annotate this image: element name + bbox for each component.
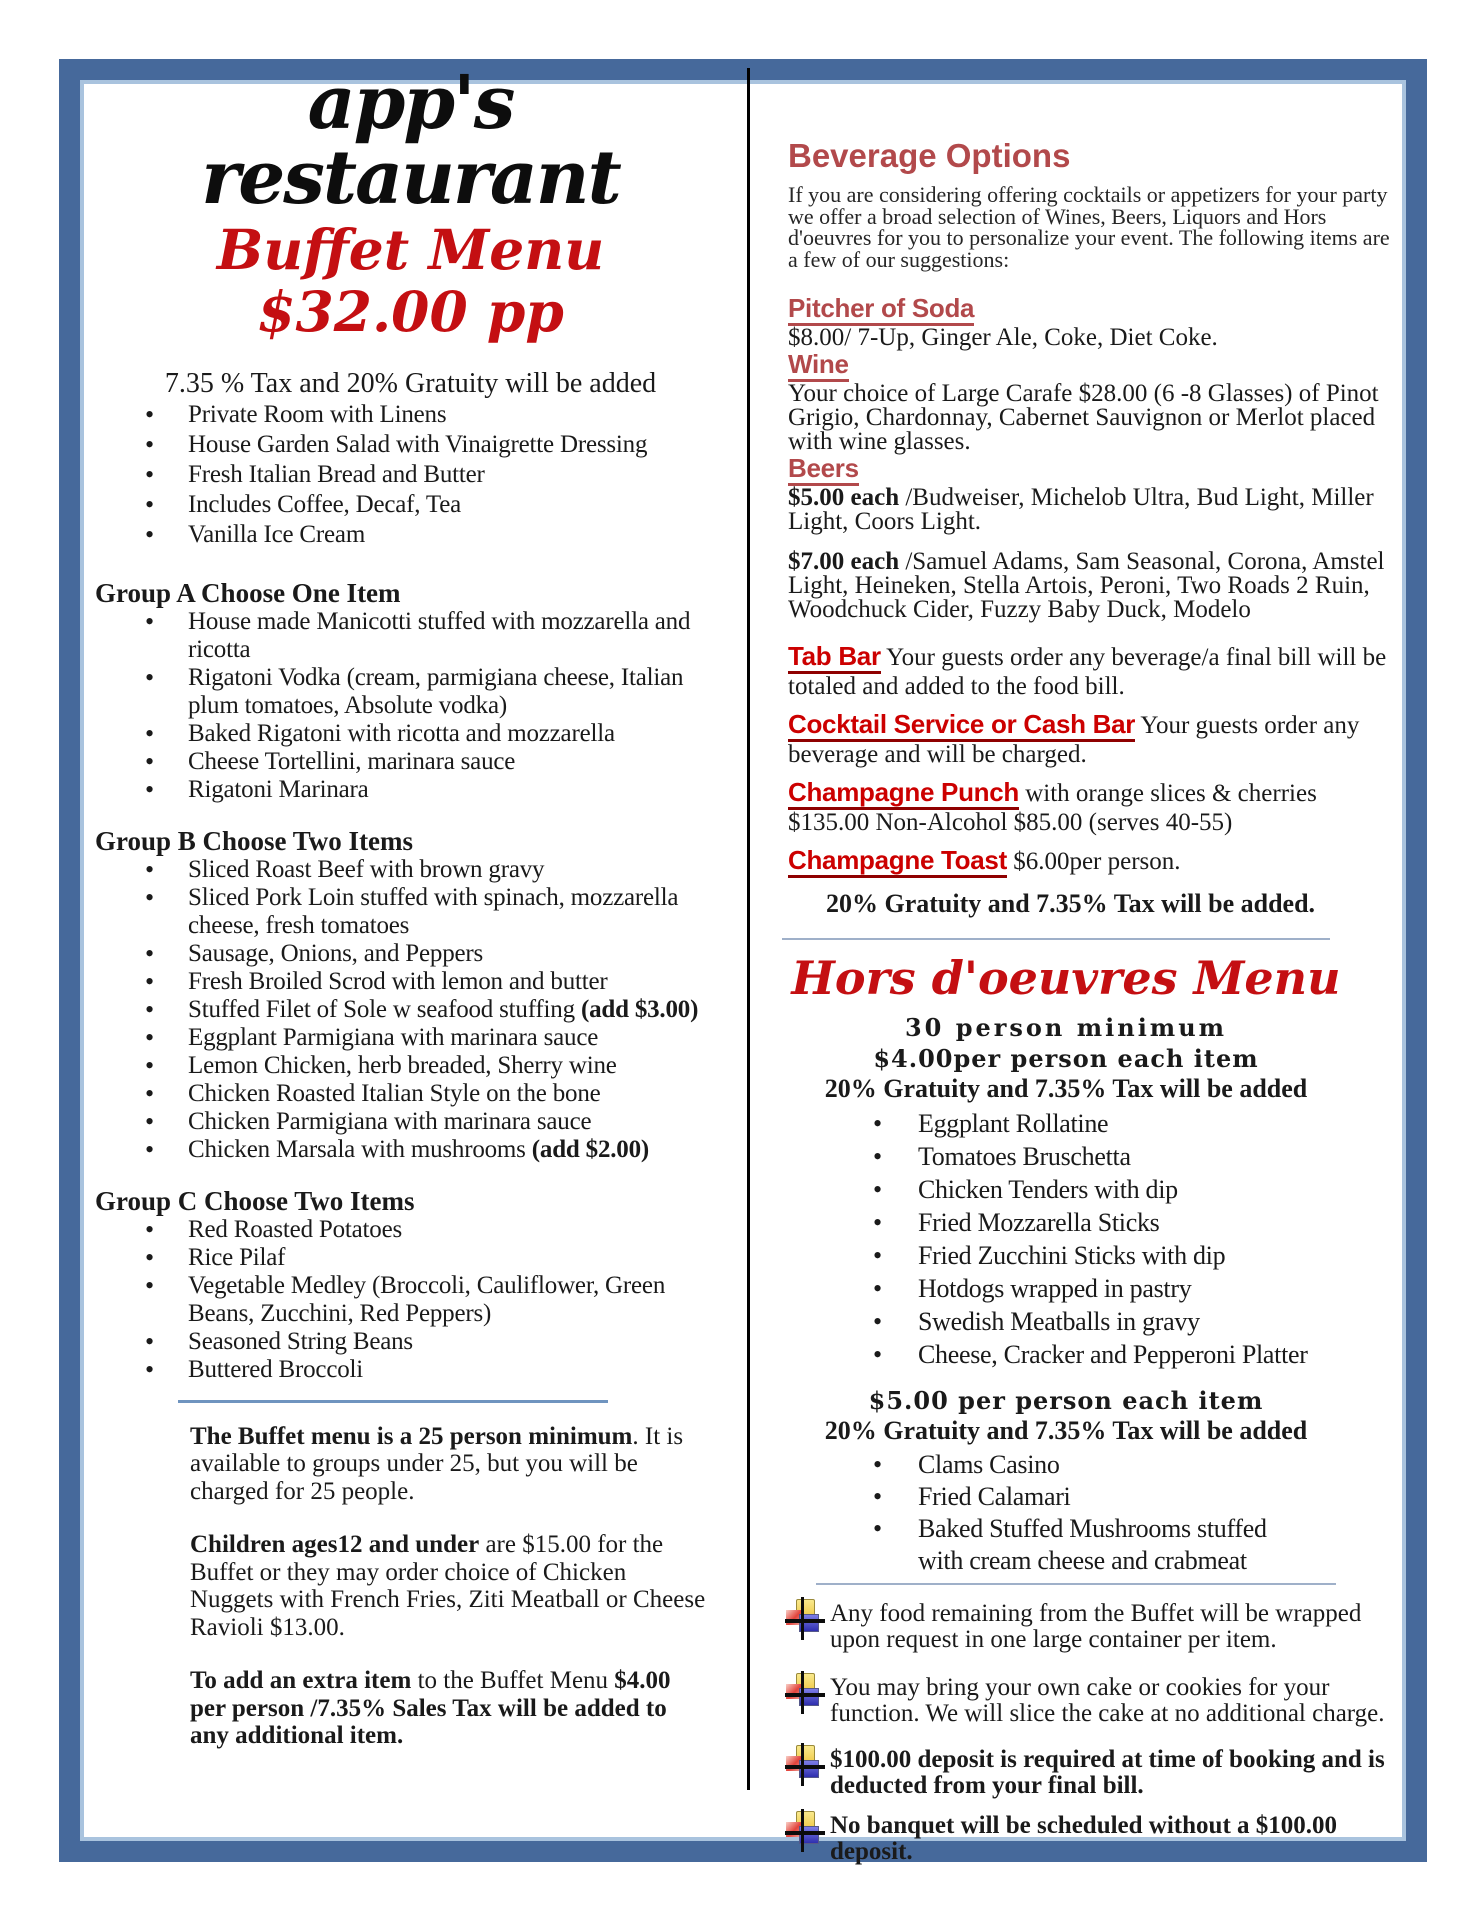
- list-item: [788, 1173, 1344, 1206]
- list-item: [788, 1239, 1344, 1272]
- list-item: [95, 856, 726, 884]
- chart-clipart-bullet-icon: [786, 1743, 824, 1787]
- item-text: Vegetable Medley (Broccoli, Cauliflower, Green Beans, Zucchini, Red Peppers): [188, 1271, 666, 1327]
- group-c-list: [95, 1216, 726, 1384]
- hors-tier2-price: $5.00 per person each item: [868, 1385, 1264, 1415]
- note-text: Any food remaining from the Buffet will be wrapped upon request in one large container per item.: [830, 1599, 1362, 1653]
- item-text: Rigatoni Vodka (cream, parmigiana cheese, Italian plum tomatoes, Absolute vodka): [188, 663, 684, 719]
- note-text: are $15.00 for the Buffet or they may order choice of Chicken Nuggets with French Fries, Ziti Meatball or Cheese Ravioli $13.00.: [190, 1531, 706, 1641]
- note-text: $100.00 deposit is required at time of booking and is deducted from your final bill.: [830, 1745, 1385, 1799]
- item-text: Lemon Chicken, herb breaded, Sherry wine: [188, 1051, 617, 1079]
- item-text: Fried Calamari: [918, 1481, 1071, 1511]
- item-text: Clams Casino: [918, 1449, 1060, 1479]
- list-item: [95, 460, 726, 490]
- item-text: Hotdogs wrapped in pastry: [918, 1273, 1192, 1303]
- item-text: Red Roasted Potatoes: [188, 1215, 403, 1243]
- item-text: Cheese Tortellini, marinara sauce: [188, 747, 516, 775]
- item-text: Private Room with Linens: [188, 400, 447, 428]
- pitcher-of-soda-section: [788, 294, 1395, 350]
- buffet-menu-column: [95, 60, 726, 1750]
- icon-shape: [785, 1765, 825, 1769]
- beverage-gratuity-note: 20% Gratuity and 7.35% Tax will be added.: [826, 889, 1316, 918]
- wine-section: [788, 350, 1395, 454]
- icon-shape: [785, 1831, 825, 1835]
- beers-price-tier-2: [788, 550, 1395, 622]
- note-text: to the Buffet Menu: [411, 1667, 615, 1695]
- list-item: [95, 940, 726, 968]
- note-bold-text: $4.00 per person /7.35% Sales Tax will be added to any additional item.: [190, 1667, 671, 1750]
- item-text: Chicken Marsala with mushrooms: [188, 1135, 532, 1163]
- item-text: House made Manicotti stuffed with mozzarella and ricotta: [188, 607, 691, 663]
- icon-shape: [785, 1619, 825, 1623]
- list-item: [95, 1024, 726, 1052]
- champagne-toast-text: $6.00per person.: [1006, 848, 1181, 875]
- list-item: [788, 1272, 1344, 1305]
- note-bold-text: To add an extra item: [190, 1667, 412, 1695]
- list-item: [788, 1206, 1344, 1239]
- hors-minimum-note: 30 person minimum: [904, 1012, 1228, 1042]
- list-item: [95, 1272, 726, 1328]
- no-banquet-note: [788, 1813, 1396, 1865]
- group-a-heading: Group A Choose One Item: [95, 577, 401, 608]
- hors-tier1-tax-note: 20% Gratuity and 7.35% Tax will be added: [824, 1073, 1308, 1103]
- children-price-note: [190, 1531, 710, 1641]
- note-text: No banquet will be scheduled without a $100.00 deposit.: [830, 1811, 1338, 1865]
- list-item: [788, 1107, 1344, 1140]
- list-item: [95, 720, 726, 748]
- list-item: [95, 400, 726, 430]
- hors-tier2-list: [788, 1449, 1344, 1577]
- champagne-toast-label: Champagne Toast: [788, 846, 1007, 878]
- item-text: Baked Rigatoni with ricotta and mozzarella: [188, 719, 615, 747]
- item-text: Chicken Roasted Italian Style on the bone: [188, 1079, 601, 1107]
- chart-clipart-bullet-icon: [786, 1671, 824, 1715]
- tab-bar-text: Your guests order any beverage/a final bill will be totaled and added to the food bill.: [788, 644, 1387, 700]
- column-divider-line: [747, 68, 750, 1790]
- tab-bar-paragraph: [788, 642, 1395, 700]
- beers-price-tier-1: [788, 486, 1395, 534]
- list-item: [95, 490, 726, 520]
- note-bold-text: Children ages12 and under: [190, 1531, 480, 1559]
- pitcher-of-soda-text: $8.00/ 7-Up, Ginger Ale, Coke, Diet Coke.: [788, 324, 1218, 351]
- beverage-and-hors-column: [788, 138, 1395, 1865]
- item-text: House Garden Salad with Vinaigrette Dressing: [188, 430, 648, 458]
- item-text: Buttered Broccoli: [188, 1355, 364, 1383]
- chart-clipart-bullet-icon: [786, 1809, 824, 1853]
- tab-bar-label: Tab Bar: [788, 642, 881, 674]
- list-item: [95, 1136, 726, 1164]
- item-text: Sliced Pork Loin stuffed with spinach, mozzarella cheese, fresh tomatoes: [188, 883, 679, 939]
- hors-tier1-price: $4.00per person each item: [873, 1043, 1259, 1073]
- item-text: Rice Pilaf: [188, 1243, 286, 1271]
- beer-price-bold: $7.00 each: [788, 548, 900, 575]
- list-item: [95, 430, 726, 460]
- included-items-list: [95, 400, 726, 550]
- group-a-list: [95, 608, 726, 804]
- item-text: Fresh Broiled Scrod with lemon and butter: [188, 967, 608, 995]
- list-item: [95, 1108, 726, 1136]
- list-item: [788, 1338, 1344, 1371]
- buffet-price-per-person: $32.00 pp: [257, 279, 564, 345]
- list-item: [95, 520, 726, 550]
- policy-footnotes: [788, 1601, 1395, 1865]
- cocktail-service-label: Cocktail Service or Cash Bar: [788, 710, 1135, 742]
- item-text: Eggplant Rollatine: [918, 1108, 1109, 1138]
- extra-item-note: [190, 1667, 710, 1750]
- note-text: . It is available to groups under 25, but you will be charged for 25 people.: [190, 1422, 684, 1505]
- hors-tier2-tax-note: 20% Gratuity and 7.35% Tax will be added: [824, 1415, 1308, 1445]
- beer-brands: /Samuel Adams, Sam Seasonal, Corona, Amstel Light, Heineken, Stella Artois, Peroni, Two Roads 2 Ruin, Woodchuck Cider, Fuzzy Baby Duck, Modelo: [788, 548, 1385, 623]
- footnotes-separator-line: [816, 1583, 1336, 1585]
- champagne-punch-paragraph: [788, 778, 1395, 836]
- item-text: Fresh Italian Bread and Butter: [188, 460, 485, 488]
- wine-text: Your choice of Large Carafe $28.00 (6 -8 Glasses) of Pinot Grigio, Chardonnay, Cabernet Sauvignon or Merlot placed with wine glasses.: [788, 380, 1379, 455]
- item-text: Baked Stuffed Mushrooms stuffed with cream cheese and crabmeat: [918, 1513, 1267, 1575]
- item-text: Seasoned String Beans: [188, 1327, 413, 1355]
- list-item: [788, 1305, 1344, 1338]
- buffet-menu-title: Buffet Menu: [216, 216, 605, 282]
- item-bold-text: (add $2.00): [531, 1135, 650, 1163]
- list-item: [95, 608, 726, 664]
- icon-shape: [785, 1693, 825, 1697]
- list-item: [95, 776, 726, 804]
- beer-price-bold: $5.00 each: [788, 484, 900, 511]
- group-b-heading: Group B Choose Two Items: [95, 825, 414, 856]
- champagne-punch-label: Champagne Punch: [788, 778, 1019, 810]
- group-b-list: [95, 856, 726, 1164]
- list-item: [95, 1356, 726, 1384]
- item-text: Cheese, Cracker and Pepperoni Platter: [918, 1339, 1308, 1369]
- list-item: [95, 1328, 726, 1356]
- cocktail-service-paragraph: [788, 710, 1395, 768]
- note-bold-text: The Buffet menu is a 25 person minimum: [190, 1422, 633, 1450]
- beers-section: [788, 454, 1395, 622]
- buffet-minimum-note: [190, 1423, 710, 1506]
- leftover-food-note: [788, 1601, 1396, 1653]
- left-separator-line: [178, 1400, 608, 1403]
- wine-label: Wine: [788, 350, 849, 382]
- cocktail-service-text: Your guests order any beverage and will be charged.: [788, 712, 1360, 768]
- item-text: Fried Zucchini Sticks with dip: [918, 1240, 1226, 1270]
- item-text: Chicken Parmigiana with marinara sauce: [188, 1107, 592, 1135]
- item-text: Vanilla Ice Cream: [188, 520, 366, 548]
- item-text: Chicken Tenders with dip: [918, 1174, 1178, 1204]
- chart-clipart-bullet-icon: [786, 1597, 824, 1641]
- beverage-intro-paragraph: If you are considering offering cocktails or appetizers for your party we offer a broad selection of Wines, Beers, Liquors and Hors d'oeuvres for you to personalize your event. The following items are a few of our suggestions:: [788, 182, 1390, 272]
- item-text: Includes Coffee, Decaf, Tea: [188, 490, 462, 518]
- item-text: Stuffed Filet of Sole w seafood stuffing: [188, 995, 581, 1023]
- list-item: [95, 1080, 726, 1108]
- list-item: [95, 1052, 726, 1080]
- list-item: [95, 748, 726, 776]
- list-item: [95, 968, 726, 996]
- hors-doeuvres-title: Hors d'oeuvres Menu: [791, 951, 1341, 1005]
- champagne-punch-text: with orange slices & cherries $135.00 Non-Alcohol $85.00 (serves 40-55): [788, 780, 1317, 836]
- beers-label: Beers: [788, 454, 859, 486]
- group-c-heading: Group C Choose Two Items: [95, 1185, 415, 1216]
- pitcher-of-soda-label: Pitcher of Soda: [788, 294, 974, 326]
- buffet-tax-note: 7.35 % Tax and 20% Gratuity will be added: [164, 367, 657, 399]
- list-item: [788, 1140, 1344, 1173]
- item-text: Rigatoni Marinara: [188, 775, 369, 803]
- list-item: [95, 996, 726, 1024]
- list-item: [788, 1513, 1344, 1577]
- hors-tier1-list: [788, 1107, 1344, 1371]
- list-item: [95, 1244, 726, 1272]
- hors-doeuvres-section: [788, 952, 1344, 1577]
- deposit-note: [788, 1747, 1396, 1799]
- champagne-toast-paragraph: [788, 846, 1395, 878]
- list-item: [95, 1216, 726, 1244]
- note-text: You may bring your own cake or cookies for your function. We will slice the cake at no additional charge.: [830, 1673, 1385, 1727]
- cake-note: [788, 1675, 1396, 1727]
- item-text: Eggplant Parmigiana with marinara sauce: [188, 1023, 599, 1051]
- beverage-hors-separator-line: [782, 938, 1330, 940]
- item-bold-text: (add $3.00): [580, 995, 699, 1023]
- list-item: [788, 1481, 1344, 1513]
- list-item: [95, 884, 726, 940]
- item-text: Swedish Meatballs in gravy: [918, 1306, 1200, 1336]
- beer-brands: /Budweiser, Michelob Ultra, Bud Light, Miller Light, Coors Light.: [788, 484, 1374, 535]
- item-text: Fried Mozzarella Sticks: [918, 1207, 1160, 1237]
- list-item: [788, 1449, 1344, 1481]
- list-item: [95, 664, 726, 720]
- restaurant-name: app's restaurant: [201, 60, 620, 222]
- item-text: Sausage, Onions, and Peppers: [188, 939, 484, 967]
- item-text: Sliced Roast Beef with brown gravy: [188, 855, 545, 883]
- item-text: Tomatoes Bruschetta: [918, 1141, 1131, 1171]
- beverage-options-heading: Beverage Options: [788, 137, 1071, 174]
